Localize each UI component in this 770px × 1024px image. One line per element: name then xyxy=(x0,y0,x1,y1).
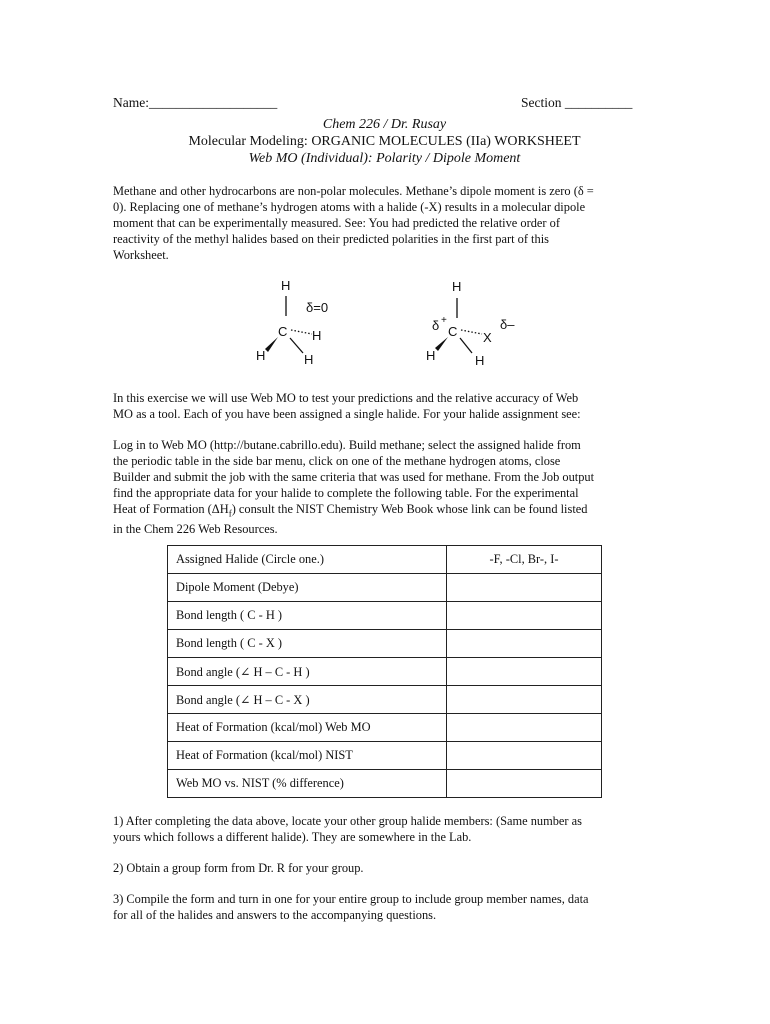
row-label: Bond angle (∠ H – C - X ) xyxy=(168,686,447,714)
table-row xyxy=(168,602,602,630)
intro-line: moment that can be experimentally measured. See: You had predicted the relative order of xyxy=(113,216,560,230)
intro-line: Worksheet. xyxy=(113,248,169,262)
step-line: yours which follows a different halide). They are somewhere in the Lab. xyxy=(113,830,472,844)
step-line: 1) After completing the data above, locate your other group halide members: (Same number as xyxy=(113,814,582,828)
intro-paragraph xyxy=(113,183,658,263)
methane-structure xyxy=(250,274,360,370)
answer-cell[interactable] xyxy=(447,770,602,798)
row-label: Assigned Halide (Circle one.) xyxy=(168,546,447,574)
table-row xyxy=(168,658,602,686)
name-field-label: Name:___________________ xyxy=(113,95,278,110)
answer-cell[interactable] xyxy=(447,742,602,770)
heat-formation-prefix: Heat of Formation (ΔH xyxy=(113,502,229,516)
heat-formation-suffix: ) consult the NIST Chemistry Web Book whose link can be found listed xyxy=(231,502,588,516)
exercise-line: MO as a tool. Each of you have been assigned a single halide. For your halide assignment see: xyxy=(113,407,581,421)
row-label: Web MO vs. NIST (% difference) xyxy=(168,770,447,798)
instructions-paragraph xyxy=(113,437,658,537)
table-row xyxy=(168,770,602,798)
row-label: Bond length ( C - H ) xyxy=(168,602,447,630)
answer-cell[interactable] xyxy=(447,714,602,742)
heat-formation-subscript: f xyxy=(228,508,232,519)
results-table xyxy=(167,545,602,798)
methane-bond-hashed xyxy=(291,330,312,334)
step-line: for all of the halides and answers to the accompanying questions. xyxy=(113,908,437,922)
answer-cell[interactable] xyxy=(447,686,602,714)
row-label: Heat of Formation (kcal/mol) Web MO xyxy=(168,714,447,742)
row-label: Bond length ( C - X ) xyxy=(168,630,447,658)
methane-h-bottom: H xyxy=(304,352,314,367)
intro-line: Methane and other hydrocarbons are non-polar molecules. Methane’s dipole moment is zero (δ = xyxy=(113,184,594,198)
answer-cell[interactable] xyxy=(447,574,602,602)
halide-h-bottom: H xyxy=(475,353,485,368)
exercise-line: In this exercise we will use Web MO to test your predictions and the relative accuracy of Web xyxy=(113,391,579,405)
instructions-line: the periodic table in the side bar menu, click on one of the methane hydrogen atoms, close xyxy=(113,454,561,468)
halide-bond-hashed xyxy=(461,330,482,334)
instructions-line: Builder and submit the job with the same criteria that was used for methane. From the Job output xyxy=(113,470,595,484)
instructions-line xyxy=(113,501,658,521)
halide-x: X xyxy=(483,330,492,345)
methane-carbon: C xyxy=(278,324,288,339)
section-field-label: Section __________ xyxy=(521,95,633,110)
methyl-halide-structure xyxy=(420,276,530,372)
instructions-line: Log in to Web MO (http://butane.cabrillo.edu). Build methane; select the assigned halide from xyxy=(113,438,581,452)
halide-h-top: H xyxy=(452,279,462,294)
step-1 xyxy=(113,813,658,845)
methane-bond-bottom xyxy=(290,338,303,353)
intro-line: 0). Replacing one of methane’s hydrogen atoms with a halide (-X) results in a molecular dipole xyxy=(113,200,586,214)
table-row xyxy=(168,630,602,658)
exercise-paragraph xyxy=(113,390,658,422)
methane-h-right: H xyxy=(312,328,322,343)
step-line: 3) Compile the form and turn in one for your entire group to include group member names, data xyxy=(113,892,589,906)
table-row xyxy=(168,574,602,602)
halide-h-left: H xyxy=(426,348,436,363)
row-label: Heat of Formation (kcal/mol) NIST xyxy=(168,742,447,770)
halide-options-cell[interactable]: -F, -Cl, Br-, I- xyxy=(447,546,602,574)
intro-line: reactivity of the methyl halides based on their predicted polarities in the first part of this xyxy=(113,232,549,246)
course-heading: Chem 226 / Dr. Rusay xyxy=(322,117,447,132)
halide-plus-sign: + xyxy=(441,315,447,326)
answer-cell[interactable] xyxy=(447,630,602,658)
methane-h-top: H xyxy=(281,278,291,293)
methane-bond-wedge xyxy=(265,337,278,352)
table-row xyxy=(168,546,602,574)
row-label: Bond angle (∠ H – C - H ) xyxy=(168,658,447,686)
halide-bond-bottom xyxy=(460,338,472,353)
halide-bond-wedge xyxy=(435,337,448,351)
answer-cell[interactable] xyxy=(447,602,602,630)
methane-h-left: H xyxy=(256,348,266,363)
row-label: Dipole Moment (Debye) xyxy=(168,574,447,602)
worksheet-subtitle: Web MO (Individual): Polarity / Dipole Moment xyxy=(248,151,521,166)
worksheet-title: Molecular Modeling: ORGANIC MOLECULES (IIa) WORKSHEET xyxy=(188,134,581,149)
halide-delta-minus: δ– xyxy=(500,317,515,332)
step-3 xyxy=(113,891,658,923)
table-row xyxy=(168,742,602,770)
instructions-line: find the appropriate data for your halide to complete the following table. For the experimental xyxy=(113,486,579,500)
table-row xyxy=(168,686,602,714)
step-line: 2) Obtain a group form from Dr. R for your group. xyxy=(113,861,364,875)
step-2 xyxy=(113,860,658,876)
answer-cell[interactable] xyxy=(447,658,602,686)
halide-carbon: C xyxy=(448,324,458,339)
instructions-line: in the Chem 226 Web Resources. xyxy=(113,522,278,537)
methane-delta-label: δ=0 xyxy=(306,300,329,315)
halide-delta-plus: δ xyxy=(432,318,440,333)
table-row xyxy=(168,714,602,742)
